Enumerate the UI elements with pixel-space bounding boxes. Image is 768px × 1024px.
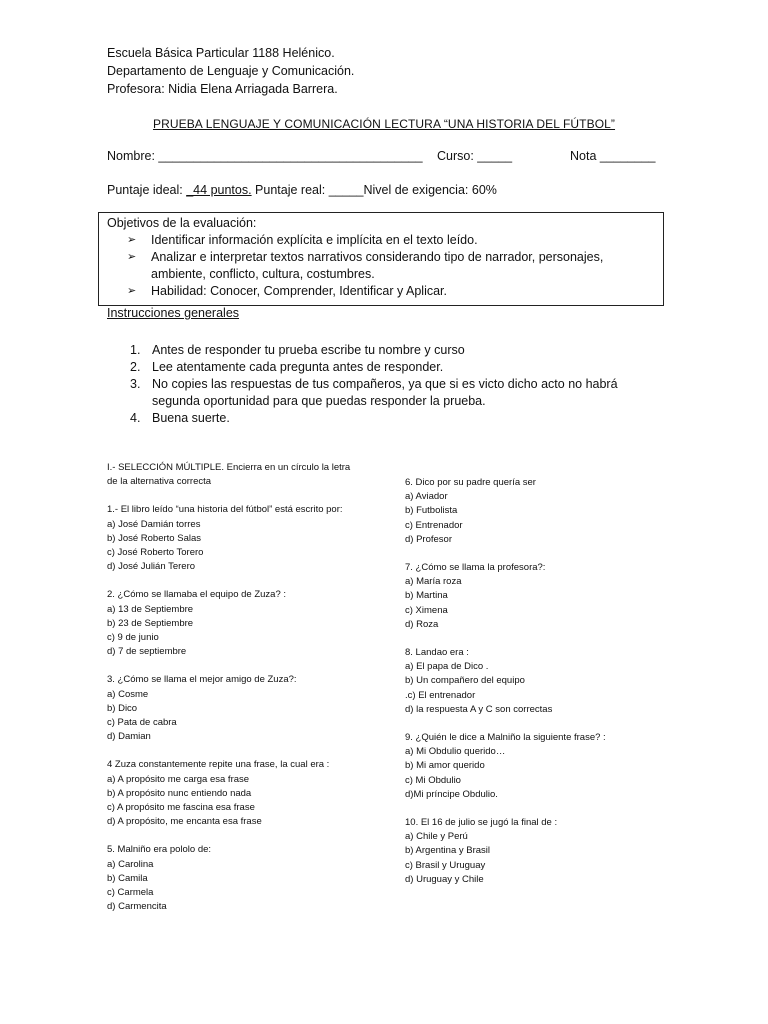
school-name: Escuela Básica Particular 1188 Helénico. (107, 46, 335, 60)
department-name: Departamento de Lenguaje y Comunicación. (107, 64, 355, 78)
question-block (405, 476, 665, 547)
answer-option[interactable]: b) Argentina y Brasil (405, 845, 491, 857)
objectives-title: Objetivos de la evaluación: (107, 216, 257, 230)
answer-option[interactable]: b) José Roberto Salas (107, 532, 201, 544)
section-title: I.- SELECCIÓN MÚLTIPLE. Encierra en un círculo la letra de la alternativa correcta (107, 462, 351, 488)
answer-option[interactable]: b) Dico (107, 702, 138, 714)
answer-option[interactable]: a) Carolina (107, 858, 154, 870)
answer-option[interactable]: b) Martina (405, 590, 448, 602)
answer-option[interactable]: b) A propósito nunc entiendo nada (107, 787, 252, 799)
instruction-item: 4. Buena suerte. (130, 411, 230, 425)
answer-option[interactable]: d) 7 de septiembre (107, 646, 187, 658)
answer-option[interactable]: d) A propósito, me encanta esa frase (107, 816, 262, 828)
answer-option[interactable]: c) José Roberto Torero (107, 547, 204, 559)
answer-option[interactable]: d) José Julián Terero (107, 561, 196, 573)
question-block (405, 816, 665, 887)
answer-option[interactable]: d) Carmencita (107, 901, 167, 913)
answer-option[interactable]: a) José Damián torres (107, 518, 201, 530)
question-text: 7. ¿Cómo se llama la profesora?: (405, 562, 546, 574)
answer-option[interactable]: d) Roza (405, 618, 439, 630)
answer-option[interactable]: a) Aviador (405, 491, 448, 503)
question-block (107, 673, 359, 744)
left-question-column (107, 461, 359, 914)
answer-option[interactable]: c) 9 de junio (107, 632, 159, 644)
name-field: Nombre: ______________________________________ (107, 149, 423, 163)
answer-option[interactable]: d)Mi príncipe Obdulio. (405, 788, 498, 800)
answer-option[interactable]: d) la respuesta A y C son correctas (405, 703, 553, 715)
question-block (107, 843, 359, 914)
answer-option[interactable]: c) Pata de cabra (107, 717, 177, 729)
right-question-column (405, 476, 665, 887)
answer-option[interactable]: c) Brasil y Uruguay (405, 859, 486, 871)
answer-option[interactable]: d) Damian (107, 731, 151, 743)
objective-item: ➢ Analizar e interpretar textos narrativos considerando tipo de narrador, personajes, ambiente, conflicto, cultura, costumbres. (127, 250, 604, 281)
answer-option[interactable]: c) A propósito me fascina esa frase (107, 802, 255, 814)
answer-option[interactable]: c) Ximena (405, 604, 448, 616)
ideal-score-label: Puntaje ideal: (107, 183, 187, 197)
question-block (405, 646, 665, 717)
question-block (107, 588, 359, 659)
real-score-label: Puntaje real: _____ (251, 183, 364, 197)
arrow-bullet-icon: ➢ (127, 251, 137, 263)
test-title: PRUEBA LENGUAJE Y COMUNICACIÓN LECTURA “UNA HISTORIA DEL FÚTBOL” (152, 117, 616, 131)
question-text: 6. Dico por su padre quería ser (405, 477, 536, 488)
answer-option[interactable]: d) Profesor (405, 533, 452, 545)
answer-option[interactable]: b) 23 de Septiembre (107, 617, 194, 629)
grade-field: Nota ________ (570, 149, 656, 163)
answer-option[interactable]: d) Uruguay y Chile (405, 873, 484, 885)
objectives-list (107, 232, 655, 300)
answer-option[interactable]: c) Mi Obdulio (405, 774, 461, 786)
answer-option[interactable]: a) María roza (405, 576, 462, 588)
objective-item: ➢ Identificar información explícita e implícita en el texto leído. (127, 233, 478, 247)
instructions-list (130, 342, 630, 427)
course-field: Curso: _____ (437, 149, 513, 163)
question-block (405, 731, 665, 802)
answer-option[interactable]: b) Un compañero del equipo (405, 675, 525, 687)
question-text: 10. El 16 de julio se jugó la final de : (405, 817, 558, 829)
objectives-box (98, 212, 664, 306)
question-text: 2. ¿Cómo se llamaba el equipo de Zuza? : (107, 589, 287, 601)
question-block (405, 561, 665, 632)
answer-option[interactable]: .c) El entrenador (405, 689, 476, 701)
answer-option[interactable]: b) Camila (107, 872, 148, 884)
answer-option[interactable]: a) Mi Obdulio querido… (405, 746, 506, 758)
teacher-name: Profesora: Nidia Elena Arriagada Barrera. (107, 82, 338, 96)
instructions-title: Instrucciones generales (107, 306, 240, 320)
instruction-item: 2. Lee atentamente cada pregunta antes de responder. (130, 360, 444, 374)
question-text: 3. ¿Cómo se llama el mejor amigo de Zuza?: (107, 674, 297, 686)
ideal-score-value: _44 puntos. (186, 183, 252, 197)
instruction-item: 1. Antes de responder tu prueba escribe tu nombre y curso (130, 343, 465, 357)
question-text: 8. Landao era : (405, 647, 469, 659)
answer-option[interactable]: a) 13 de Septiembre (107, 603, 194, 615)
question-text: 1.- El libro leído “una historia del fútbol” está escrito por: (107, 504, 343, 516)
instruction-item: 3. No copies las respuestas de tus compañeros, ya que si es victo dicho acto no habrá segunda oportunidad para que puedas responder la prueba. (130, 377, 618, 408)
question-text: 4 Zuza constantemente repite una frase, la cual era : (107, 759, 330, 771)
question-text: 9. ¿Quién le dice a Malniño la siguiente frase? : (405, 732, 606, 744)
question-text: 5. Malniño era pololo de: (107, 844, 212, 856)
answer-option[interactable]: c) Carmela (107, 887, 154, 899)
answer-option[interactable]: a) El papa de Dico . (405, 661, 489, 673)
answer-option[interactable]: a) Chile y Perú (405, 831, 468, 843)
answer-option[interactable]: b) Mi amor querido (405, 760, 485, 772)
answer-option[interactable]: b) Futbolista (405, 505, 458, 517)
question-block (107, 503, 359, 574)
score-row (107, 183, 497, 197)
arrow-bullet-icon: ➢ (127, 285, 137, 297)
answer-option[interactable]: c) Entrenador (405, 519, 463, 531)
objective-item: ➢ Habilidad: Conocer, Comprender, Identificar y Aplicar. (127, 284, 447, 298)
exigency-label: Nivel de exigencia: 60% (363, 183, 497, 197)
arrow-bullet-icon: ➢ (127, 234, 137, 246)
question-block (107, 758, 359, 829)
answer-option[interactable]: a) A propósito me carga esa frase (107, 773, 250, 785)
answer-option[interactable]: a) Cosme (107, 688, 149, 700)
